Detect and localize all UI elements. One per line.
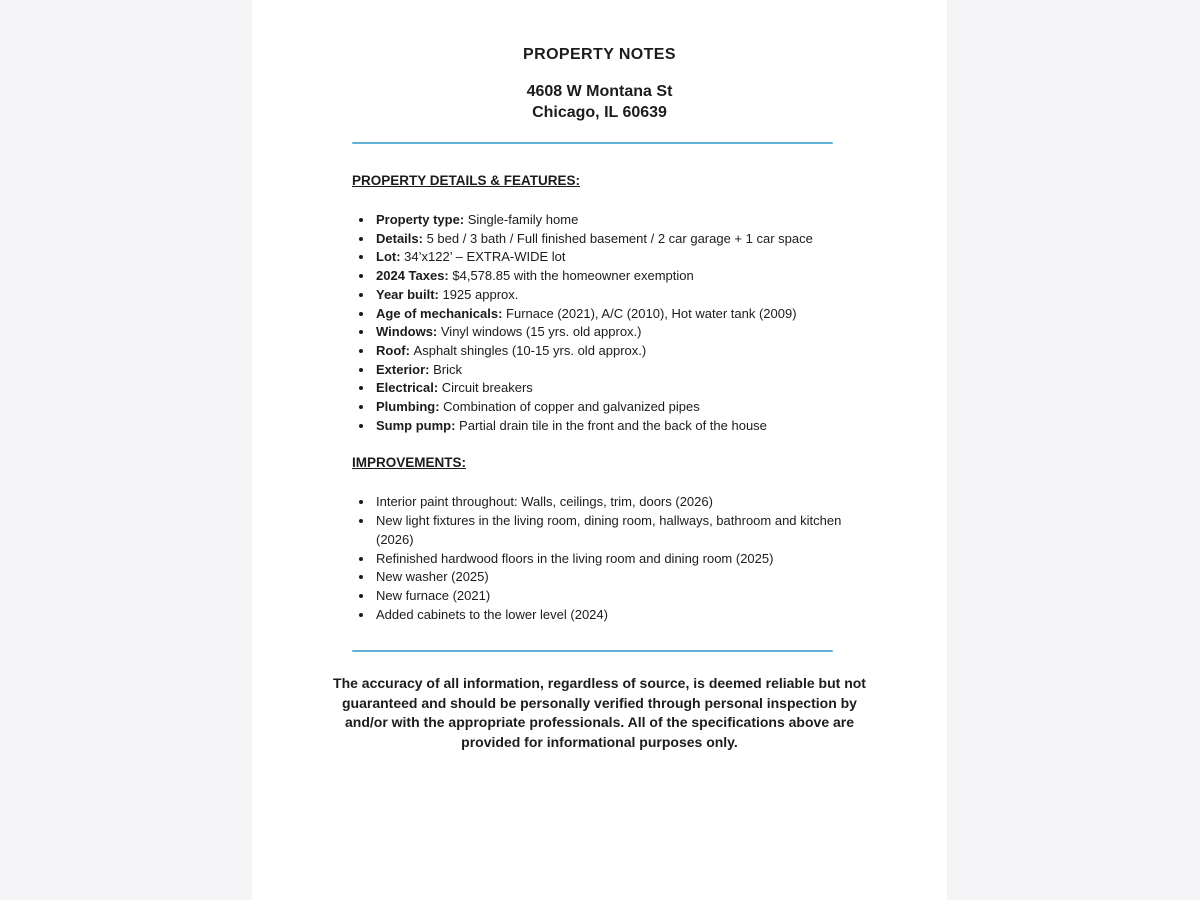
item-label: Exterior: [376, 361, 434, 377]
list-item: • New washer (2025) [374, 568, 860, 587]
list-item: • Interior paint throughout: Walls, ceilings, trim, doors (2026) [374, 493, 860, 512]
list-item: • Refinished hardwood floors in the living room and dining room (2025) [374, 550, 860, 569]
list-item: • Windows: Vinyl windows (15 yrs. old approx.) [374, 323, 860, 342]
item-label: Property type: [376, 212, 468, 227]
document-title: PROPERTY NOTES [523, 46, 676, 63]
disclaimer-text: The accuracy of all information, regardless of source, is deemed reliable but not guaranteed and should be personally verified through personal inspection by and/or with the appropriate professionals. All of the specifications above are provided for informational purposes only. [333, 675, 866, 750]
item-label: Lot: [376, 249, 405, 265]
item-label: Plumbing: [376, 399, 444, 415]
item-label: Windows: [376, 324, 441, 340]
document-page [252, 0, 947, 900]
list-item: • Property type: Single-family home [374, 211, 860, 230]
section-heading: PROPERTY DETAILS & FEATURES: [352, 173, 581, 188]
list-item: • New furnace (2021) [374, 587, 860, 606]
list-item: • Exterior: Brick [374, 361, 860, 380]
item-label: Sump pump: [376, 417, 460, 433]
item-label: Details: [376, 230, 427, 246]
item-label: Year built: [376, 286, 443, 302]
list-item: • Details: 5 bed / 3 bath / Full finished basement / 2 car garage + 1 car space [374, 230, 860, 249]
list-item: • Sump pump: Partial drain tile in the front and the back of the house [374, 417, 860, 436]
list-item: • 2024 Taxes: $4,578.85 with the homeowner exemption [374, 267, 860, 286]
list-item: • Electrical: Circuit breakers [374, 379, 860, 398]
address-line-1: 4608 W Montana St [526, 83, 673, 100]
section-heading: IMPROVEMENTS: [352, 455, 467, 471]
document-body [252, 172, 860, 624]
list-item: • New light fixtures in the living room, dining room, hallways, bathroom and kitchen (2026) [374, 512, 860, 549]
item-label: Roof: [376, 342, 414, 358]
list-item: • Year built: 1925 approx. [374, 286, 860, 305]
bullet-list [352, 493, 860, 624]
bullet-list [352, 211, 860, 435]
list-item: • Lot: 34’x122’ – EXTRA-WIDE lot [374, 248, 860, 267]
property-address [252, 81, 947, 123]
list-item: • Plumbing: Combination of copper and galvanized pipes [374, 398, 860, 417]
item-label: Electrical: [376, 380, 442, 396]
blue-divider-bottom [352, 650, 833, 652]
list-item: • Roof: Asphalt shingles (10-15 yrs. old approx.) [374, 342, 860, 361]
address-line-2: Chicago, IL 60639 [532, 104, 667, 121]
sections-container [352, 172, 860, 624]
list-item: • Added cabinets to the lower level (2024) [374, 606, 860, 625]
item-label: Age of mechanicals: [376, 305, 507, 321]
item-label: 2024 Taxes: [376, 268, 453, 284]
blue-divider-top [352, 142, 833, 144]
list-item: • Age of mechanicals: Furnace (2021), A/C (2010), Hot water tank (2009) [374, 305, 860, 324]
